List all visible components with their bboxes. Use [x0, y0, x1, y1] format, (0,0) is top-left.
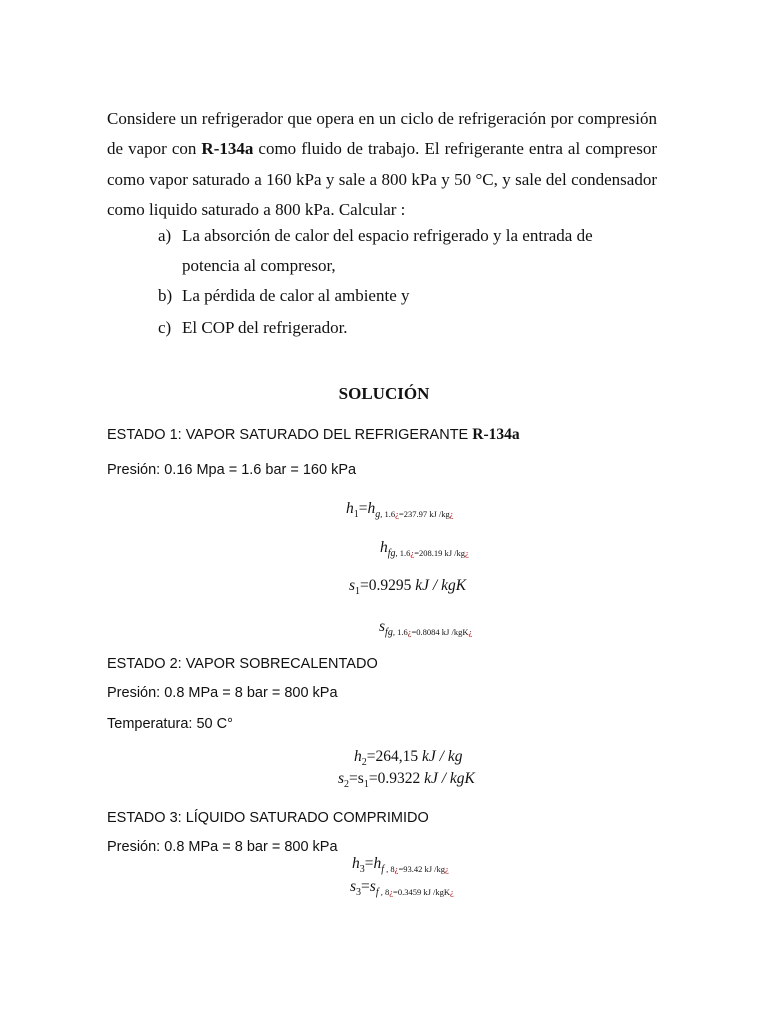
equation-h1: $h_1=h_{g, 1.6¿=237.97 kJ /kg¿}$	[346, 500, 454, 520]
question-a	[158, 226, 593, 246]
state1-pressure: Presión: 0.16 Mpa = 1.6 bar = 160 kPa	[107, 462, 357, 478]
state1-refrigerant: R-134a	[472, 426, 520, 443]
solution-title: SOLUCIÓN	[338, 384, 430, 403]
equation-h2: $h_2=264,15$ kJ / kg	[354, 748, 463, 768]
question-b	[158, 286, 410, 306]
state1-heading-text: ESTADO 1: VAPOR SATURADO DEL REFRIGERANTE	[107, 427, 473, 443]
state3-heading: ESTADO 3: LÍQUIDO SATURADO COMPRIMIDO	[107, 810, 429, 826]
state3-pressure: Presión: 0.8 MPa = 8 bar = 800 kPa	[107, 839, 338, 855]
state1-heading	[107, 426, 520, 444]
equation-s2: $s_2=s_1=0.9322$ kJ / kgK	[338, 770, 475, 790]
equation-hfg: $h_{fg, 1.6¿=208.19 kJ /kg¿}$	[380, 539, 469, 559]
equation-s1: $s_1=0.9295$ kJ / kgK	[349, 577, 467, 597]
state2-pressure: Presión: 0.8 MPa = 8 bar = 800 kPa	[107, 685, 338, 701]
equation-s3: $s_3=s_f$ $_{, 8¿=0.3459 kJ /kgK¿}$	[350, 878, 454, 898]
question-label: c)	[158, 318, 172, 337]
problem-text-part1: Considere un refrigerador que opera en un ciclo de refrigeración por compresión de vapor con	[107, 109, 657, 159]
question-text: El COP del refrigerador.	[182, 318, 348, 337]
question-a-continued	[182, 256, 336, 276]
question-text: La absorción de calor del espacio refrigerado y la entrada de	[182, 226, 593, 245]
question-text: potencia al compresor,	[182, 256, 336, 275]
problem-text-part2: como fluido de trabajo. El refrigerante entra al compresor como vapor saturado a 160 kPa y sale a 800 kPa y 50 °C, y sale del condensador como liquido saturado a 800 kPa. Calcular :	[107, 139, 657, 219]
question-c	[158, 318, 348, 338]
question-text: La pérdida de calor al ambiente y	[182, 286, 410, 305]
question-label: b)	[158, 286, 173, 305]
equation-h3: $h_3=h_f$ $_{, 8¿=93.42 kJ /kg¿}$	[352, 855, 449, 875]
state2-heading: ESTADO 2: VAPOR SOBRECALENTADO	[107, 656, 378, 672]
question-label: a)	[158, 226, 172, 245]
refrigerant-name: R-134a	[201, 139, 254, 159]
state2-temperature: Temperatura: 50 C°	[107, 716, 233, 732]
problem-statement	[107, 104, 657, 225]
equation-sfg: $s_{fg, 1.6¿=0.8084 kJ /kgK¿}$	[379, 618, 473, 638]
